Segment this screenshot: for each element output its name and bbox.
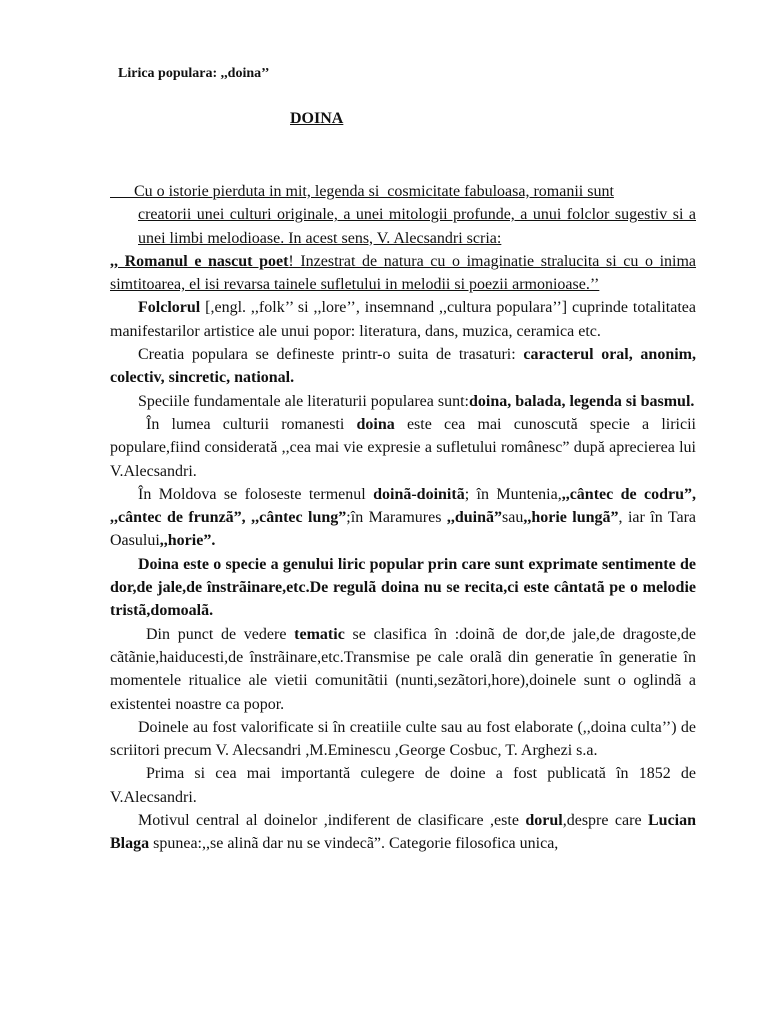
paragraph-text: spunea:,,se alinã dar nu se vindecã”. Categorie filosofica unica, <box>149 835 559 853</box>
paragraph-text: În lumea culturii romanesti <box>146 415 357 433</box>
paragraph-text: ,despre care <box>562 812 648 830</box>
intro-line1: Cu o istorie pierduta in mit, legenda si cosmicitate fabuloasa, romanii sunt <box>110 183 614 200</box>
intro-text: creatorii unei culturi originale, a unei mitologii profunde, a unui folclor sugestiv si a unei limbi melodioase. In acest sens, V. Alecsandri scria: <box>138 206 696 247</box>
quote-bold: ,, Romanul e nascut poet <box>110 252 289 270</box>
paragraph-text: În Moldova se foloseste termenul <box>138 485 374 503</box>
paragraph-speciile <box>110 390 696 413</box>
paragraph-text: sau <box>502 509 524 527</box>
paragraph-text: , iar în Tara Oasului <box>110 509 697 550</box>
intro-continuation <box>110 203 696 250</box>
bold-term: ,,cântec de codru”, ,,cântec de frunzã”, ,,cântec lung” <box>110 485 697 527</box>
paragraph-tematic <box>110 623 696 716</box>
paragraph-text: ;în Maramures <box>346 509 447 527</box>
document-subtitle: Lirica populara: ,,doina’’ <box>118 66 270 81</box>
paragraph-folclor <box>110 296 696 343</box>
paragraph-lumea <box>110 413 696 483</box>
paragraph-text: Doinele au fost valorificate si în creatiile culte sau au fost elaborate (,,doina culta’’) de scriitori precum V. Alecsandri ,M.Eminescu ,George Cosbuc, T. Arghezi s.a. <box>110 718 696 760</box>
document-body <box>110 180 696 856</box>
quote-text: ! Inzestrat de natura cu o imaginatie stralucita si cu o inima simtitoarea, el isi revarsa tainele sufletului in melodii si poezii armonioase.’’ <box>110 252 697 294</box>
paragraph-text: Speciile fundamentale ale literaturii popularea sunt: <box>138 392 469 410</box>
paragraph-text: [,engl. ,,folk’’ si ,,lore’’, insemnand ,,cultura populara’’] cuprinde totalitatea manifestarilor artistice ale unui popor: literatura, dans, muzica, ceramica etc. <box>110 299 696 340</box>
paragraph-creatia <box>110 343 696 390</box>
bold-term: ,,duinã” <box>446 509 503 527</box>
bold-doina: doina <box>356 415 395 433</box>
intro-paragraph <box>110 180 696 203</box>
bold-tematic: tematic <box>294 625 345 643</box>
bold-author: Lucian Blaga <box>110 812 697 853</box>
paragraph-text: se clasifica în :doinã de dor,de jale,de dragoste,de cãtãnie,haiducesti,de înstrãinare,etc.Transmise pe cale oralã din generatie în generatie în momentele ritualice ale vietii comunitãtii (nunti,sezãtori,hore),doinele sunt o oglindã a existentei noastre ca popor. <box>110 625 696 713</box>
bold-species: doina, balada, legenda si basmul. <box>468 392 695 410</box>
paragraph-moldova <box>110 483 696 553</box>
paragraph-text: Prima si cea mai importantă culegere de doine a fost publicată în 1852 de V.Alecsandri. <box>110 765 696 806</box>
bold-definition: Doina este o specie a genului liric popular prin care sunt exprimate sentimente de dor,de jale,de înstrãinare,etc.De regulã doina nu se recita,ci este cântatã pe o melodie tristã,domoalã. <box>110 555 696 620</box>
bold-term: doinã-doinitã <box>373 485 465 503</box>
paragraph-text: Creatia populara se defineste printr-o suita de trasaturi: <box>138 346 524 364</box>
document-title: DOINA <box>290 110 344 127</box>
paragraph-definition <box>110 553 696 623</box>
paragraph-creatii-culte <box>110 716 696 763</box>
bold-dorul: dorul <box>525 812 563 830</box>
paragraph-text: Din punct de vedere <box>146 625 295 643</box>
paragraph-text: Motivul central al doinelor ,indiferent de clasificare ,este <box>138 812 526 830</box>
paragraph-text: este cea mai cunoscută specie a liricii populare,fiind considerată ,,cea mai vie expresie a sufletului românesc” după aprecierea lui V.Alecsandri. <box>110 415 696 480</box>
bold-term: ,,horie”. <box>159 532 216 550</box>
bold-term: ,,horie lungã” <box>523 509 619 527</box>
term-folclorul: Folclorul <box>138 299 201 317</box>
paragraph-text: ; în Muntenia, <box>464 485 562 503</box>
paragraph-motiv <box>110 809 696 856</box>
bold-traits: caracterul oral, anonim, colectiv, sincretic, national. <box>110 346 696 387</box>
paragraph-culegere <box>110 762 696 809</box>
alecsandri-quote <box>110 250 696 297</box>
